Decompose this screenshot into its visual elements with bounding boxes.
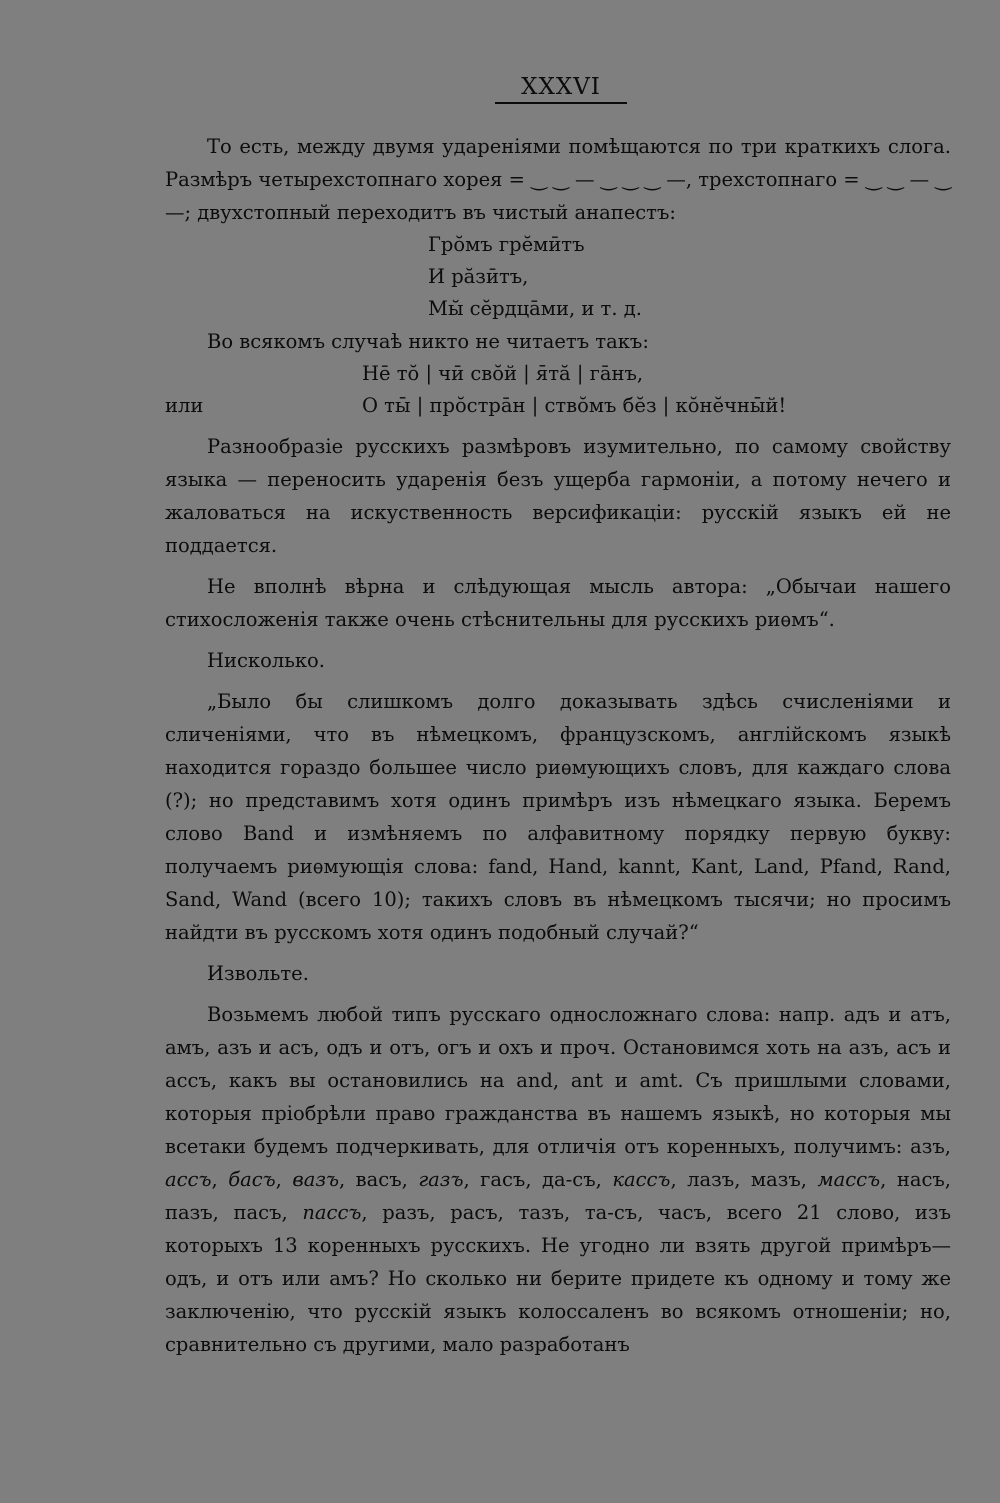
page-number-underline: [495, 102, 627, 104]
paragraph-reply-please: Извольте.: [207, 962, 309, 985]
verse-line: Мы̆ сĕрдцāми, и т. д.: [428, 297, 642, 320]
text-run: , лазъ, мазъ,: [670, 1168, 818, 1191]
verse-example: [428, 229, 951, 325]
paragraph-author-claim: Не вполнѣ вѣрна и слѣдующая мысль автора: „Обычаи нашего стихосложенія также очень стѣснительны для русскихъ риѳмъ“.: [165, 575, 951, 631]
scansion-prefix: [165, 358, 362, 390]
verse-line: И рăзӣтъ,: [428, 265, 529, 288]
text-run: Возьмемъ любой типъ русскаго односложнаго слова: напр. адъ и атъ, амъ, азъ и асъ, одъ и отъ, огъ и охъ и проч. Остановимся хоть на азъ, асъ и ассъ, какъ вы остановились на and, ant и amt. Съ пришлыми словами, которыя пріобрѣли право гражданства въ нашемъ языкѣ, но которыя мы всетаки будемъ подчеркивать, для отличія отъ коренныхъ, получимъ: азъ,: [165, 1003, 951, 1158]
text-run: , васъ,: [338, 1168, 419, 1191]
scansion-row: [165, 358, 951, 390]
italic-word: кассъ: [612, 1168, 671, 1191]
scansion-example: [165, 358, 951, 422]
text-run: , разъ, расъ, тазъ, та-съ, часъ, всего 21 слово, изъ которыхъ 13 коренныхъ русскихъ. Не угодно ли взять другой примѣръ—одъ, и отъ или амъ? Но сколько ни берите придете къ одному и тому же заключенію, что русскій языкъ колоссаленъ во всякомъ отношеніи; но, сравнительно съ другими, мало разработанъ: [165, 1201, 951, 1356]
page-number: XXXVI: [521, 74, 601, 100]
paragraph-quote: „Было бы слишкомъ долго доказывать здѣсь счисленіями и сличеніями, что въ нѣмецкомъ, французскомъ, англійскомъ языкѣ находится гораздо большее число риѳмующихъ словъ, для каждаго слова (?); но представимъ хотя одинъ примѣръ изъ нѣмецкаго языка. Беремъ слово Band и измѣняемъ по алфавитному порядку первую букву: получаемъ риѳмующія слова: fand, Hand, kannt, Kant, Land, Pfand, Rand, Sand, Wand (всего 10); такихъ словъ въ нѣмецкомъ тысячи; но просимъ найдти въ русскомъ хотя одинъ подобный случай?“: [165, 690, 951, 944]
verse-line: Грŏмъ грĕмӣтъ: [428, 233, 585, 256]
text-run: ,: [275, 1168, 293, 1191]
text-run: ,: [211, 1168, 229, 1191]
paragraph-reply-short: Нисколько.: [207, 649, 325, 672]
paragraph-reading-intro: Во всякомъ случаѣ никто не читаетъ такъ:: [207, 330, 649, 353]
scansion-line: О ты̄ | прŏстрāн | ствŏмъ бĕз | кŏнĕчны̄й!: [362, 394, 787, 417]
scansion-prefix: или: [165, 394, 204, 417]
scansion-row: [165, 390, 951, 422]
text-run: , насъ, пазъ, пасъ,: [165, 1168, 951, 1224]
italic-word: вазъ: [292, 1168, 339, 1191]
paragraph-rhyme-example: [165, 998, 951, 1361]
italic-word: газъ: [418, 1168, 464, 1191]
paragraph-meter-description: То есть, между двумя удареніями помѣщаются по три краткихъ слога. Размѣръ четырехстопнаго хорея = ‿ ‿ — ‿ ‿ ‿ —, трехстопнаго = ‿ ‿ — ‿ —; двухстопный переходитъ въ чистый анапестъ:: [165, 135, 951, 224]
italic-word: пассъ: [302, 1201, 362, 1224]
italic-word: басъ: [228, 1168, 276, 1191]
paragraph-variety: Разнообразіе русскихъ размѣровъ изумительно, по самому свойству языка — переносить ударенія безъ ущерба гармоніи, а потому нечего и жаловаться на искуственность версификаціи: русскій языкъ ей не поддается.: [165, 435, 951, 557]
scansion-line: Нē тŏ | чӣ свŏй | я̄тă | гāнъ,: [362, 362, 644, 385]
italic-word: массъ: [817, 1168, 881, 1191]
text-run: , гасъ, да-съ,: [463, 1168, 613, 1191]
italic-word: ассъ: [165, 1168, 212, 1191]
body-text: [165, 130, 951, 1361]
